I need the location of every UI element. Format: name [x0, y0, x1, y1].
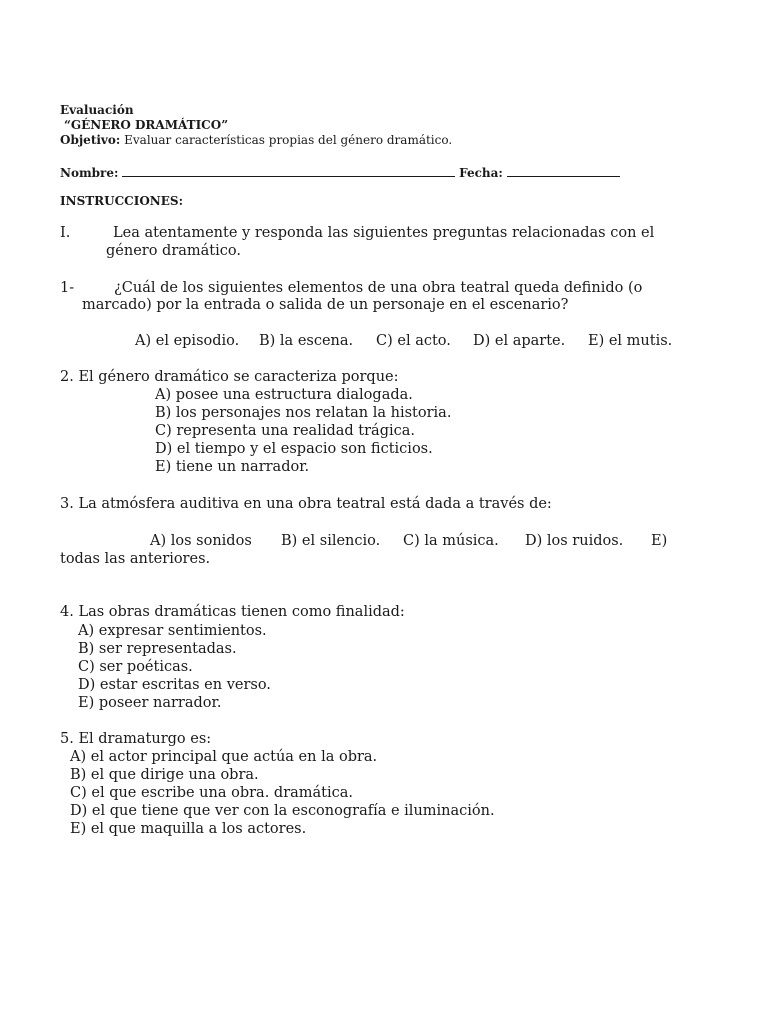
name-field[interactable] — [122, 165, 455, 177]
q1-text-line1: ¿Cuál de los siguientes elementos de una obra teatral queda definido (o — [114, 280, 643, 296]
q2-option: D) el tiempo y el espacio son ficticios. — [155, 441, 433, 457]
q2-option: E) tiene un narrador. — [155, 459, 310, 475]
q1-option: D) el aparte. — [473, 333, 566, 349]
objective-label: Objetivo: — [60, 133, 121, 147]
q1-option: B) la escena. — [259, 333, 354, 349]
q2-option: C) representa una realidad trágica. — [155, 423, 415, 439]
q2-option: B) los personajes nos relatan la historia. — [155, 405, 452, 421]
q4-option: B) ser representadas. — [78, 641, 237, 657]
q1-option: E) el mutis. — [588, 333, 673, 349]
q4-option: A) expresar sentimientos. — [78, 623, 267, 639]
q5-option: B) el que dirige una obra. — [70, 767, 259, 783]
q3-option: B) el silencio. — [281, 533, 381, 549]
q2-text: 2. El género dramático se caracteriza porque: — [60, 369, 399, 385]
q3-option-letter: E) — [651, 533, 668, 549]
instructions-heading: INSTRUCCIONES: — [60, 194, 183, 208]
q4-option: D) estar escritas en verso. — [78, 677, 271, 693]
doc-heading: Evaluación — [60, 103, 134, 117]
date-label: Fecha: — [459, 166, 503, 180]
q5-text: 5. El dramaturgo es: — [60, 731, 212, 747]
q4-option: E) poseer narrador. — [78, 695, 222, 711]
name-date-row — [60, 165, 620, 179]
q1-text-line2: marcado) por la entrada o salida de un personaje en el escenario? — [82, 297, 569, 313]
objective-text: Evaluar características propias del género dramático. — [120, 133, 453, 147]
q5-option: C) el que escribe una obra. dramática. — [70, 785, 354, 801]
q3-text: 3. La atmósfera auditiva en una obra teatral está dada a través de: — [60, 496, 552, 512]
q1-number: 1- — [60, 280, 75, 296]
section-text-line2: género dramático. — [106, 243, 241, 259]
name-label: Nombre: — [60, 166, 119, 180]
q5-option: A) el actor principal que actúa en la obra. — [70, 749, 378, 765]
q3-option: D) los ruidos. — [525, 533, 624, 549]
q5-option: D) el que tiene que ver con la esconografía e iluminación. — [70, 803, 495, 819]
q2-option: A) posee una estructura dialogada. — [155, 387, 413, 403]
doc-title: “GÉNERO DRAMÁTICO” — [64, 118, 229, 132]
q3-option: C) la música. — [403, 533, 499, 549]
section-text-line1: Lea atentamente y responda las siguientes preguntas relacionadas con el — [113, 225, 655, 241]
q4-text: 4. Las obras dramáticas tienen como finalidad: — [60, 604, 405, 620]
q5-option: E) el que maquilla a los actores. — [70, 821, 307, 837]
q3-option-text: todas las anteriores. — [60, 551, 211, 567]
q1-option: C) el acto. — [376, 333, 451, 349]
q4-option: C) ser poéticas. — [78, 659, 193, 675]
q3-option: A) los sonidos — [150, 533, 252, 549]
section-number: I. — [60, 225, 71, 241]
q1-option: A) el episodio. — [135, 333, 240, 349]
date-field[interactable] — [507, 165, 620, 177]
objective-row — [60, 134, 452, 146]
